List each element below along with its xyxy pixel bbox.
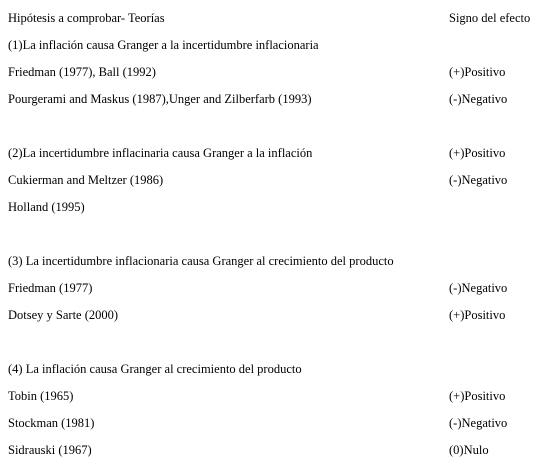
reference-authors: Tobin (1965) [8,389,74,403]
reference-authors: Dotsey y Sarte (2000) [8,308,119,322]
section-title [0,143,548,163]
reference-sign: (-)Negativo [449,281,508,295]
reference-authors: Pourgerami and Maskus (1987),Unger and Zilberfarb (1993) [8,92,312,106]
reference-sign: (-)Negativo [449,92,508,106]
section-title [0,35,548,55]
reference-authors: Sidrauski (1967) [8,443,92,457]
reference-row [0,278,548,298]
reference-sign: (+)Positivo [449,389,506,403]
header-theories: Hipótesis a comprobar- Teorías [8,11,165,25]
reference-authors: Friedman (1977) [8,281,93,295]
header-row [0,8,548,28]
reference-authors: Friedman (1977), Ball (1992) [8,65,156,79]
reference-sign: (-)Negativo [449,416,508,430]
reference-authors: Cukierman and Meltzer (1986) [8,173,164,187]
section-title [0,251,548,271]
reference-sign: (0)Nulo [449,443,489,457]
header-sign: Signo del efecto [449,11,531,25]
reference-row [0,413,548,433]
reference-row [0,62,548,82]
reference-row [0,197,548,217]
reference-row [0,305,548,325]
section-3-title: (3) La incertidumbre inflacionaria causa Granger al crecimiento del producto [8,254,394,268]
reference-row [0,440,548,460]
reference-sign: (+)Positivo [449,65,506,79]
reference-authors: Holland (1995) [8,200,85,214]
section-2-sign: (+)Positivo [449,146,506,160]
reference-row [0,170,548,190]
reference-authors: Stockman (1981) [8,416,95,430]
section-4-title: (4) La inflación causa Granger al crecimiento del producto [8,362,302,376]
section-2-title: (2)La incertidumbre inflacinaria causa Granger a la inflación [8,146,313,160]
section-1-title: (1)La inflación causa Granger a la incertidumbre inflacionaria [8,38,319,52]
reference-row [0,386,548,406]
reference-sign: (+)Positivo [449,308,506,322]
reference-sign: (-)Negativo [449,173,508,187]
reference-row [0,89,548,109]
section-title [0,359,548,379]
